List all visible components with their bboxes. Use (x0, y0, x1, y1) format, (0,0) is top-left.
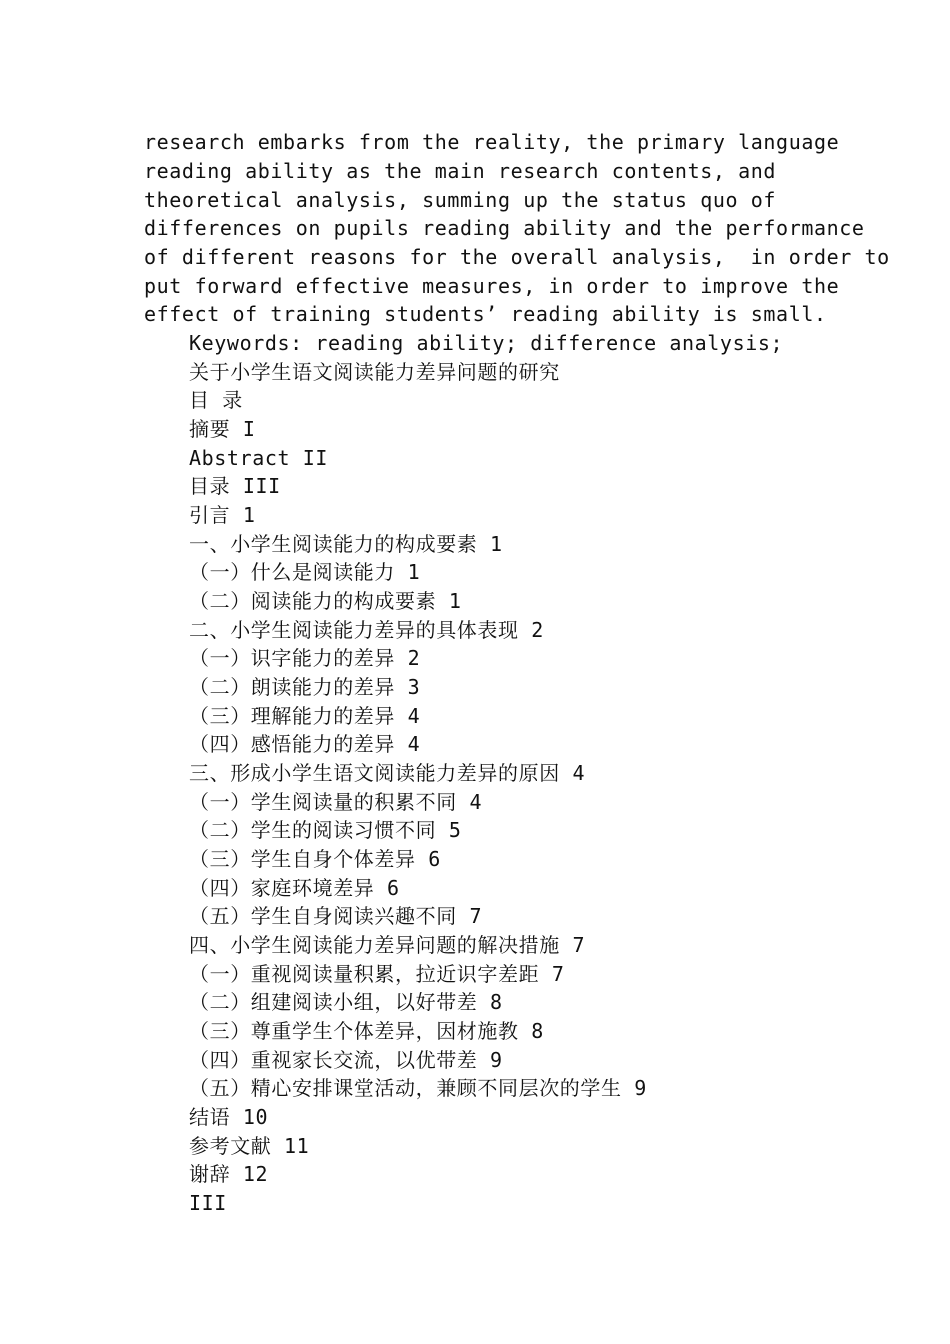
toc-entry: Abstract II (189, 446, 329, 470)
keywords-line: Keywords: reading ability; difference analysis; (189, 331, 784, 355)
toc-entry: （二）组建阅读小组，以好带差 8 (189, 990, 503, 1014)
toc-entry: （五）学生自身阅读兴趣不同 7 (189, 904, 483, 928)
abstract-line: research embarks from the reality, the primary language (144, 130, 840, 154)
abstract-line: put forward effective measures, in order to improve the (144, 274, 840, 298)
abstract-line: differences on pupils reading ability and the performance (144, 216, 865, 240)
abstract-line: effect of training students’ reading ability is small. (144, 302, 827, 326)
toc-entry: 二、小学生阅读能力差异的具体表现 2 (189, 618, 544, 642)
page-number: III (189, 1191, 227, 1215)
toc-entry: （四）家庭环境差异 6 (189, 876, 400, 900)
toc-entry: （一）重视阅读量积累，拉近识字差距 7 (189, 962, 565, 986)
toc-entry: 目录 III (189, 474, 281, 498)
toc-entry: （二）学生的阅读习惯不同 5 (189, 818, 462, 842)
toc-entry: 四、小学生阅读能力差异问题的解决措施 7 (189, 933, 586, 957)
toc-entry: 谢辞 12 (189, 1162, 269, 1186)
toc-entry: 结语 10 (189, 1105, 269, 1129)
abstract-line: of different reasons for the overall analysis, in order to (144, 245, 890, 269)
toc-entry: （一）什么是阅读能力 1 (189, 560, 421, 584)
toc-heading: 目 录 (189, 388, 243, 412)
toc-entry: （三）学生自身个体差异 6 (189, 847, 441, 871)
abstract-line: theoretical analysis, summing up the status quo of (144, 188, 777, 212)
toc-entry: 参考文献 11 (189, 1134, 310, 1158)
toc-entry: （四）重视家长交流，以优带差 9 (189, 1048, 503, 1072)
abstract-line: reading ability as the main research contents, and (144, 159, 777, 183)
toc-entry: （一）学生阅读量的积累不同 4 (189, 790, 483, 814)
toc-entry: （五）精心安排课堂活动，兼顾不同层次的学生 9 (189, 1076, 647, 1100)
toc-entry: （三）理解能力的差异 4 (189, 704, 421, 728)
toc-entry: （二）阅读能力的构成要素 1 (189, 589, 462, 613)
toc-entry: 一、小学生阅读能力的构成要素 1 (189, 532, 503, 556)
toc-entry: 引言 1 (189, 503, 256, 527)
toc-entry: 三、形成小学生语文阅读能力差异的原因 4 (189, 761, 586, 785)
toc-entry: （三）尊重学生个体差异，因材施教 8 (189, 1019, 544, 1043)
toc-entry: （二）朗读能力的差异 3 (189, 675, 421, 699)
toc-entry: （一）识字能力的差异 2 (189, 646, 421, 670)
toc-entry: 摘要 I (189, 417, 256, 441)
toc-entry: （四）感悟能力的差异 4 (189, 732, 421, 756)
document-title: 关于小学生语文阅读能力差异问题的研究 (189, 360, 560, 384)
